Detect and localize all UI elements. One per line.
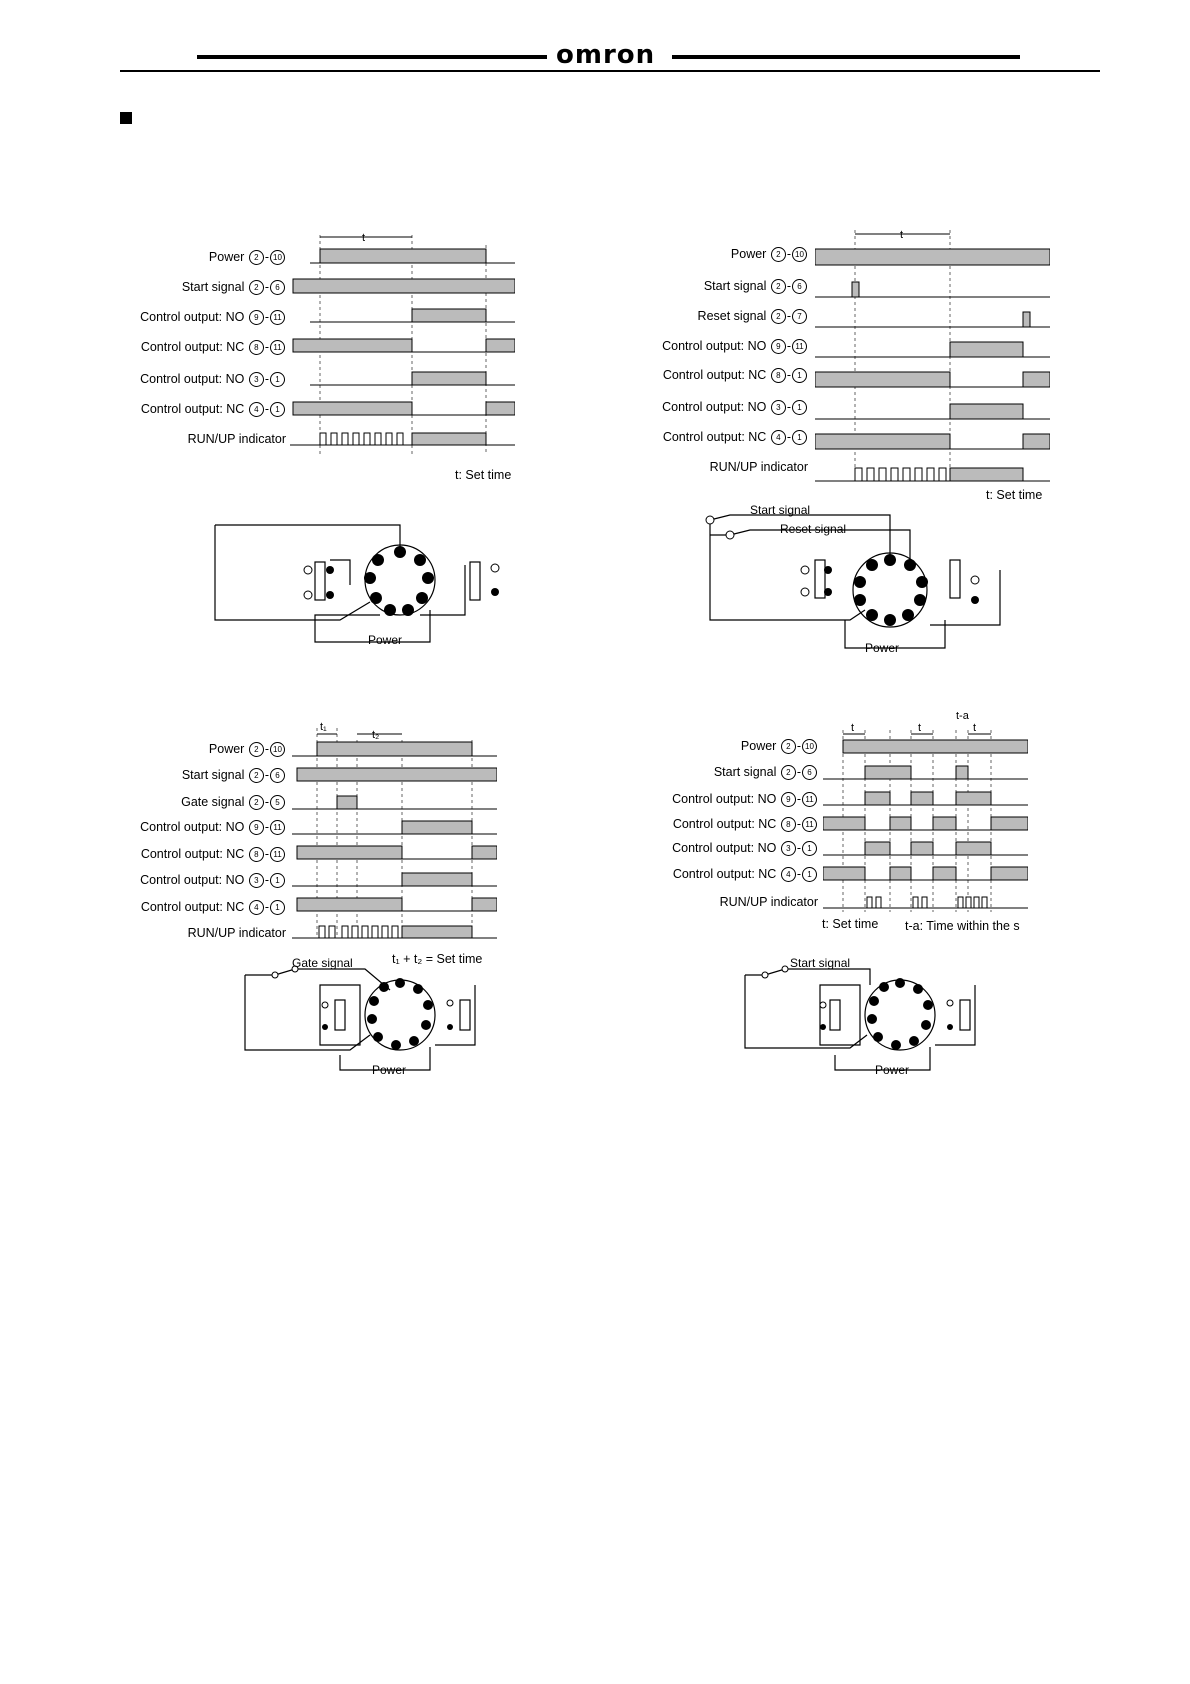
- waveforms-2: [815, 222, 1050, 484]
- wiring-power-label-1: Power: [368, 633, 403, 647]
- time-t-4b: t: [918, 722, 922, 734]
- note-set-time-2: t: Set time: [986, 488, 1043, 502]
- wiring-start-label-2: Start signal: [750, 503, 811, 517]
- wiring-diagram-2: [700, 500, 1020, 660]
- label-run-indicator: RUN/UP indicator: [187, 926, 286, 940]
- label-start-signal: Start signal 2 - 6: [714, 765, 818, 780]
- label-nc-4-1: Control output: NC 4 - 1: [141, 900, 286, 915]
- label-run-indicator: RUN/UP indicator: [709, 460, 808, 474]
- wiring-diagram-3: [240, 955, 510, 1080]
- wiring-start-label-4: Start signal: [790, 956, 851, 970]
- label-run-indicator: RUN/UP indicator: [187, 432, 286, 446]
- time-t-2: t: [900, 229, 904, 241]
- note-ta-4: t-a: Time within the s: [905, 919, 1020, 933]
- section-bullet: [120, 112, 132, 124]
- note-set-time-1: t: Set time: [455, 468, 512, 482]
- time-ta: t-a: [956, 712, 969, 722]
- header-underline: [120, 70, 1100, 72]
- label-start-signal: Start signal 2 - 6: [704, 279, 808, 294]
- note-set-time-4: t: Set time: [822, 917, 879, 931]
- label-nc-8-11: Control output: NC 8 - 11: [141, 340, 286, 355]
- label-nc-4-1: Control output: NC 4 - 1: [141, 402, 286, 417]
- time-t2: t₂: [372, 729, 380, 741]
- label-nc-8-11: Control output: NC 8 - 11: [673, 817, 818, 832]
- label-power: Power 2 - 10: [731, 247, 808, 262]
- time-t-4a: t: [851, 722, 855, 734]
- label-nc-4-1: Control output: NC 4 - 1: [673, 867, 818, 882]
- wiring-gate-label-3: Gate signal: [292, 956, 353, 970]
- time-t1: t₁: [320, 721, 327, 733]
- time-t-1: t: [362, 232, 366, 244]
- label-no-3-1: Control output: NO 3 - 1: [140, 873, 286, 888]
- wiring-power-label-3: Power: [372, 1063, 407, 1077]
- waveforms-4: [823, 712, 1028, 917]
- label-nc-8-11: Control output: NC 8 - 1: [663, 368, 808, 383]
- note-set-time-3: t₁ + t₂ = Set time: [392, 952, 483, 966]
- wiring-diagram-1: [210, 520, 510, 650]
- label-start-signal: Start signal 2 - 6: [182, 280, 286, 295]
- label-no-9-11: Control output: NO 9 - 11: [140, 310, 286, 325]
- label-power: Power 2 - 10: [741, 739, 818, 754]
- label-no-9-11: Control output: NO 9 - 11: [672, 792, 818, 807]
- label-no-3-1: Control output: NO 3 - 1: [672, 841, 818, 856]
- wiring-power-label-2: Power: [865, 641, 900, 655]
- label-power: Power 2 - 10: [209, 250, 286, 265]
- label-no-9-11: Control output: NO 9 - 11: [662, 339, 808, 354]
- brand-logo: omron: [556, 40, 656, 70]
- label-gate-signal: Gate signal 2 - 5: [181, 795, 286, 810]
- header-rule-right: [672, 55, 1020, 59]
- wiring-diagram-4: [735, 955, 1005, 1080]
- label-no-9-11: Control output: NO 9 - 11: [140, 820, 286, 835]
- label-reset-signal: Reset signal 2 - 7: [698, 309, 808, 324]
- time-t-4c: t: [973, 722, 977, 734]
- label-power: Power 2 - 10: [209, 742, 286, 757]
- label-no-3-1: Control output: NO 3 - 1: [140, 372, 286, 387]
- label-no-3-1: Control output: NO 3 - 1: [662, 400, 808, 415]
- label-nc-8-11: Control output: NC 8 - 11: [141, 847, 286, 862]
- label-nc-4-1: Control output: NC 4 - 1: [663, 430, 808, 445]
- label-start-signal: Start signal 2 - 6: [182, 768, 286, 783]
- wiring-reset-label-2: Reset signal: [780, 522, 847, 536]
- waveforms-3: [292, 720, 497, 945]
- waveforms-1: [290, 225, 515, 465]
- header-rule-left: [197, 55, 547, 59]
- label-run-indicator: RUN/UP indicator: [719, 895, 818, 909]
- wiring-power-label-4: Power: [875, 1063, 910, 1077]
